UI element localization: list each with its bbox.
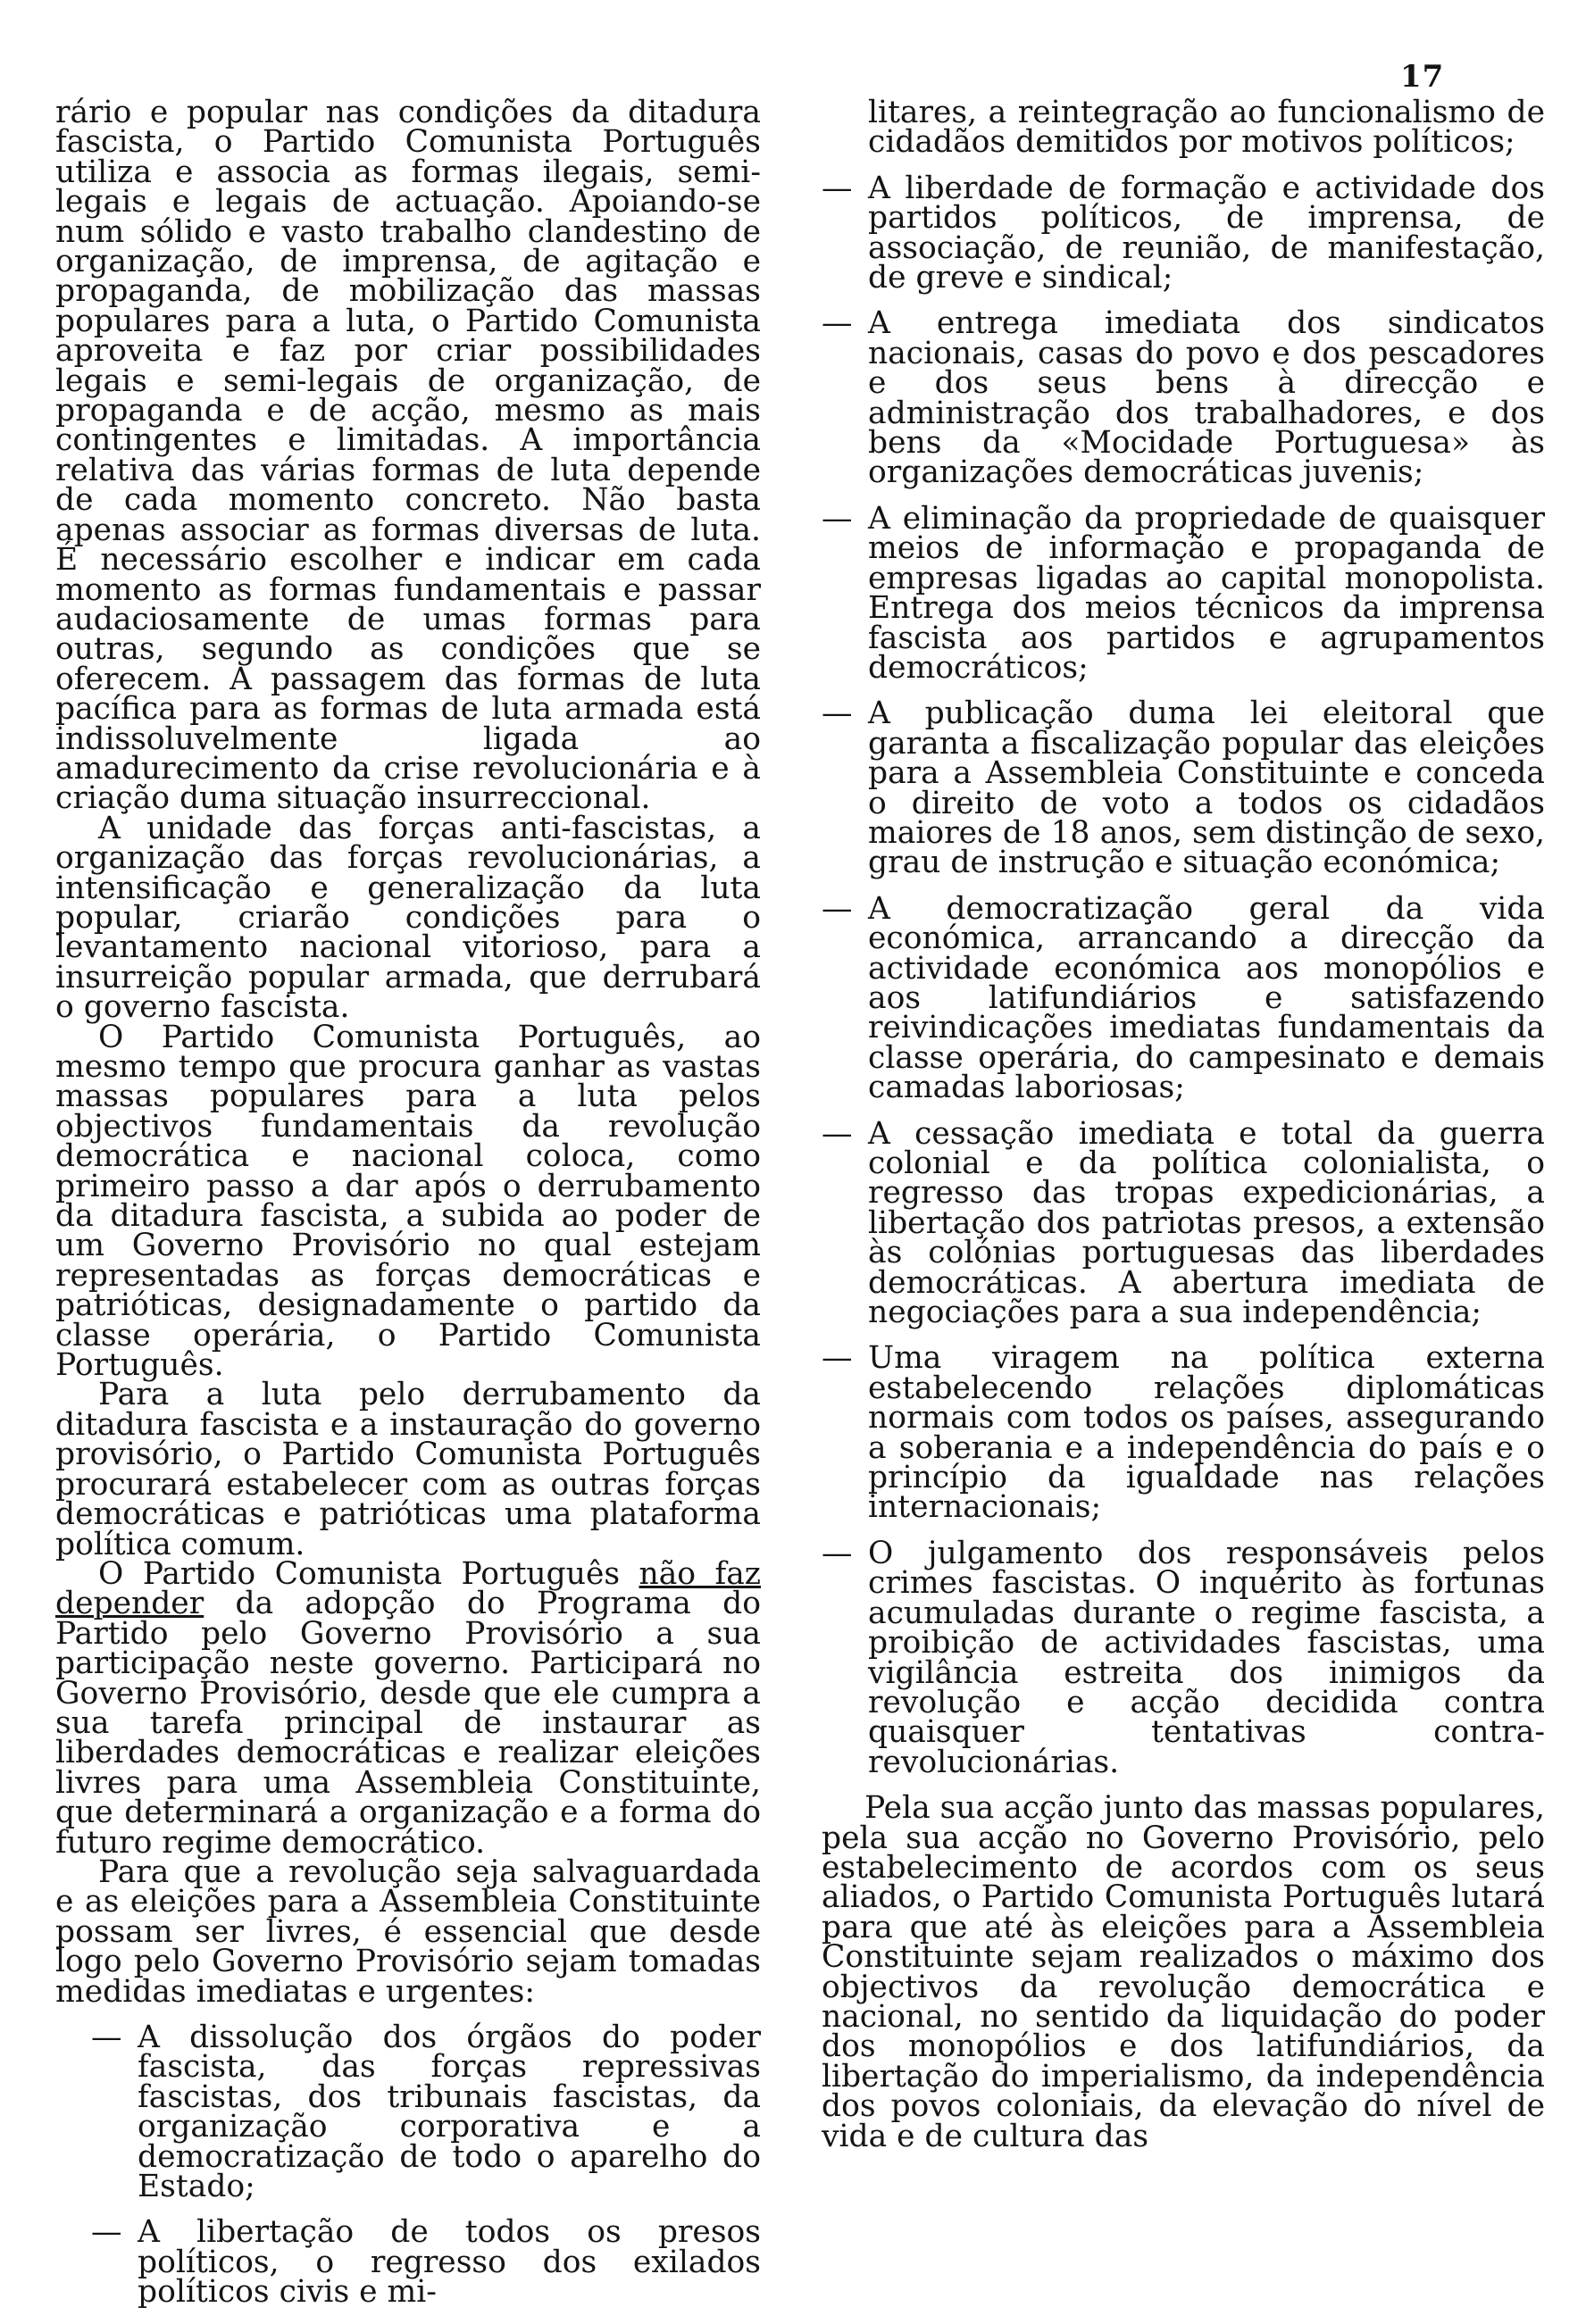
list-item-text: A libertação de todos os presos políticos, o regresso dos exilados políticos civis e mi-: [138, 2214, 761, 2311]
dash-marker: —: [822, 1535, 853, 1571]
list-item: [91, 2020, 761, 2205]
paragraph-participation: [55, 1555, 761, 1861]
list-item-continuation: litares, a reintegração ao funcionalismo de cidadãos demitidos por motivos políticos;: [868, 95, 1545, 161]
paragraph-political-platform: Para a luta pelo derrubamento da ditadura fascista e a instauração do governo provisório, o Partido Comunista Português procurará estabelecer com as outras forças democráticas e patrióticas uma plataforma política comum.: [55, 1377, 761, 1562]
list-item-text: A eliminação da propriedade de quaisquer meios de informação e propaganda de empresas ligadas ao capital monopolista. Entrega dos meios técnicos da imprensa fascista aos partidos e agrupamentos democráticos;: [868, 500, 1545, 686]
list-item-text: A dissolução dos órgãos do poder fascista, das forças repressivas fascistas, dos tribunais fascistas, da organização corporativa e a democratização de todo o aparelho do Estado;: [138, 2020, 761, 2205]
right-column: [822, 95, 1545, 2154]
list-item-text: Uma viragem na política externa estabelecendo relações diplomáticas normais com todos os países, assegurando a soberania e a independência do país e o princípio da igualdade nas relações internacionais;: [868, 1340, 1545, 1526]
list-item: [822, 1535, 1545, 1780]
list-item: [822, 170, 1545, 296]
dash-marker: —: [822, 890, 853, 927]
paragraph-provisional-government: O Partido Comunista Português, ao mesmo tempo que procura ganhar as vastas massas populares para a luta pelos objectivos fundamentais da revolução democrática e nacional coloca, como primeiro passo a dar após o derrubamento da ditadura fascista, a subida ao poder de um Governo Provisório no qual estejam representadas as forças democráticas e patrióticas, designadamente o partido da classe operária, o Partido Comunista Português.: [55, 1019, 761, 1384]
list-item: [822, 1115, 1545, 1331]
paragraph-participation-start: O Partido Comunista Português: [98, 1555, 639, 1592]
list-item-text: A publicação duma lei eleitoral que garanta a fiscalização popular das eleições para a Assembleia Constituinte e conceda o direito de voto a todos os cidadãos maiores de 18 anos, sem distinção de sexo, grau de instrução e situação económica;: [868, 696, 1545, 881]
list-item-text: A democratização geral da vida económica, arrancando a direcção da actividade económica aos monopólios e aos latifundiários e satisfazendo reivindicações imediatas fundamentais da classe operária, do campesinato e demais camadas laboriosas;: [868, 890, 1545, 1106]
paragraph-participation-end: da adopção do Programa do Partido pelo Governo Provisório a sua participação neste governo. Participará no Governo Provisório, desde que ele cumpra a sua tarefa principal de instaurar as liberdades democráticas e realizar eleições livres para uma Assembleia Constituinte, que determinará a organização e a forma do futuro regime democrático.: [55, 1586, 761, 1861]
dash-marker: —: [822, 305, 853, 342]
underlined-phrase: não faz depender: [55, 1555, 761, 1622]
dash-marker: —: [822, 696, 853, 732]
list-item: [822, 890, 1545, 1106]
dash-marker: —: [822, 1340, 853, 1377]
page-number: 17: [1400, 59, 1445, 95]
list-item: [822, 500, 1545, 686]
list-item-text: A liberdade de formação e actividade dos partidos políticos, de imprensa, de associação, de reunião, de manifestação, de greve e sindical;: [868, 170, 1545, 296]
list-item-text: A cessação imediata e total da guerra colonial e da política colonialista, o regresso das tropas expedicionárias, a libertação dos patriotas presos, a extensão às colónias portuguesas das liberdades democráticas. A abertura imediata de negociações para a sua independência;: [868, 1115, 1545, 1331]
list-item: [91, 2214, 761, 2311]
paragraph-forms-of-struggle: rário e popular nas condições da ditadura fascista, o Partido Comunista Português utiliza e associa as formas ilegais, semi-legais e legais de actuação. Apoiando-se num sólido e vasto trabalho clandestino de organização, de imprensa, de agitação e propaganda, de mobilização das massas populares para a luta, o Partido Comunista aproveita e faz por criar possibilidades legais e semi-legais de organização, de propaganda e de acção, mesmo as mais contingentes e limitadas. A importância relativa das várias formas de luta depende de cada momento concreto. Não basta apenas associar as formas diversas de luta. É necessário escolher e indicar em cada momento as formas fundamentais e passar audaciosamente de umas formas para outras, segundo as condições que se oferecem. A passagem das formas de luta pacífica para as formas de luta armada está indissoluvelmente ligada ao amadurecimento da crise revolucionária e à criação duma situação insurreccional.: [55, 95, 761, 817]
list-item: [822, 1340, 1545, 1526]
list-item-text: O julgamento dos responsáveis pelos crimes fascistas. O inquérito às fortunas acumuladas durante o regime fascista, a proibição de actividades fascistas, uma vigilância estreita dos inimigos da revolução e acção decidida contra quaisquer tentativas contra-revolucionárias.: [868, 1535, 1545, 1780]
list-item: [822, 696, 1545, 881]
list-item: [822, 305, 1545, 491]
dash-marker: —: [822, 170, 853, 206]
paragraph-closing: Pela sua acção junto das massas populares, pela sua acção no Governo Provisório, pelo estabelecimento de acordos com os seus aliados, o Partido Comunista Português lutará para que até às eleições para a Assembleia Constituinte sejam realizados o máximo dos objectivos da revolução democrática e nacional, no sentido da liquidação do poder dos monopólios e dos latifundiários, da libertação do imperialismo, da independência dos povos coloniais, da elevação do nível de vida e de cultura das: [822, 1790, 1545, 2154]
dash-marker: —: [91, 2020, 122, 2055]
left-column: [55, 95, 761, 2324]
paragraph-urgent-measures: Para que a revolução seja salvaguardada e as eleições para a Assembleia Constituinte possam ser livres, é essencial que desde logo pelo Governo Provisório sejam tomadas medidas imediatas e urgentes:: [55, 1853, 761, 2010]
dash-marker: —: [822, 1115, 853, 1152]
paragraph-unity-antifascist: A unidade das forças anti-fascistas, a organização das forças revolucionárias, a intensificação e generalização da luta popular, criarão condições para o levantamento nacional vitorioso, para a insurreição popular armada, que derrubará o governo fascista.: [55, 810, 761, 1026]
list-item-text: A entrega imediata dos sindicatos nacionais, casas do povo e dos pescadores e dos seus bens à direcção e administração dos trabalhadores, e dos bens da «Mocidade Portuguesa» às organizações democráticas juvenis;: [868, 305, 1545, 491]
dash-marker: —: [822, 500, 853, 537]
dash-marker: —: [91, 2214, 122, 2251]
